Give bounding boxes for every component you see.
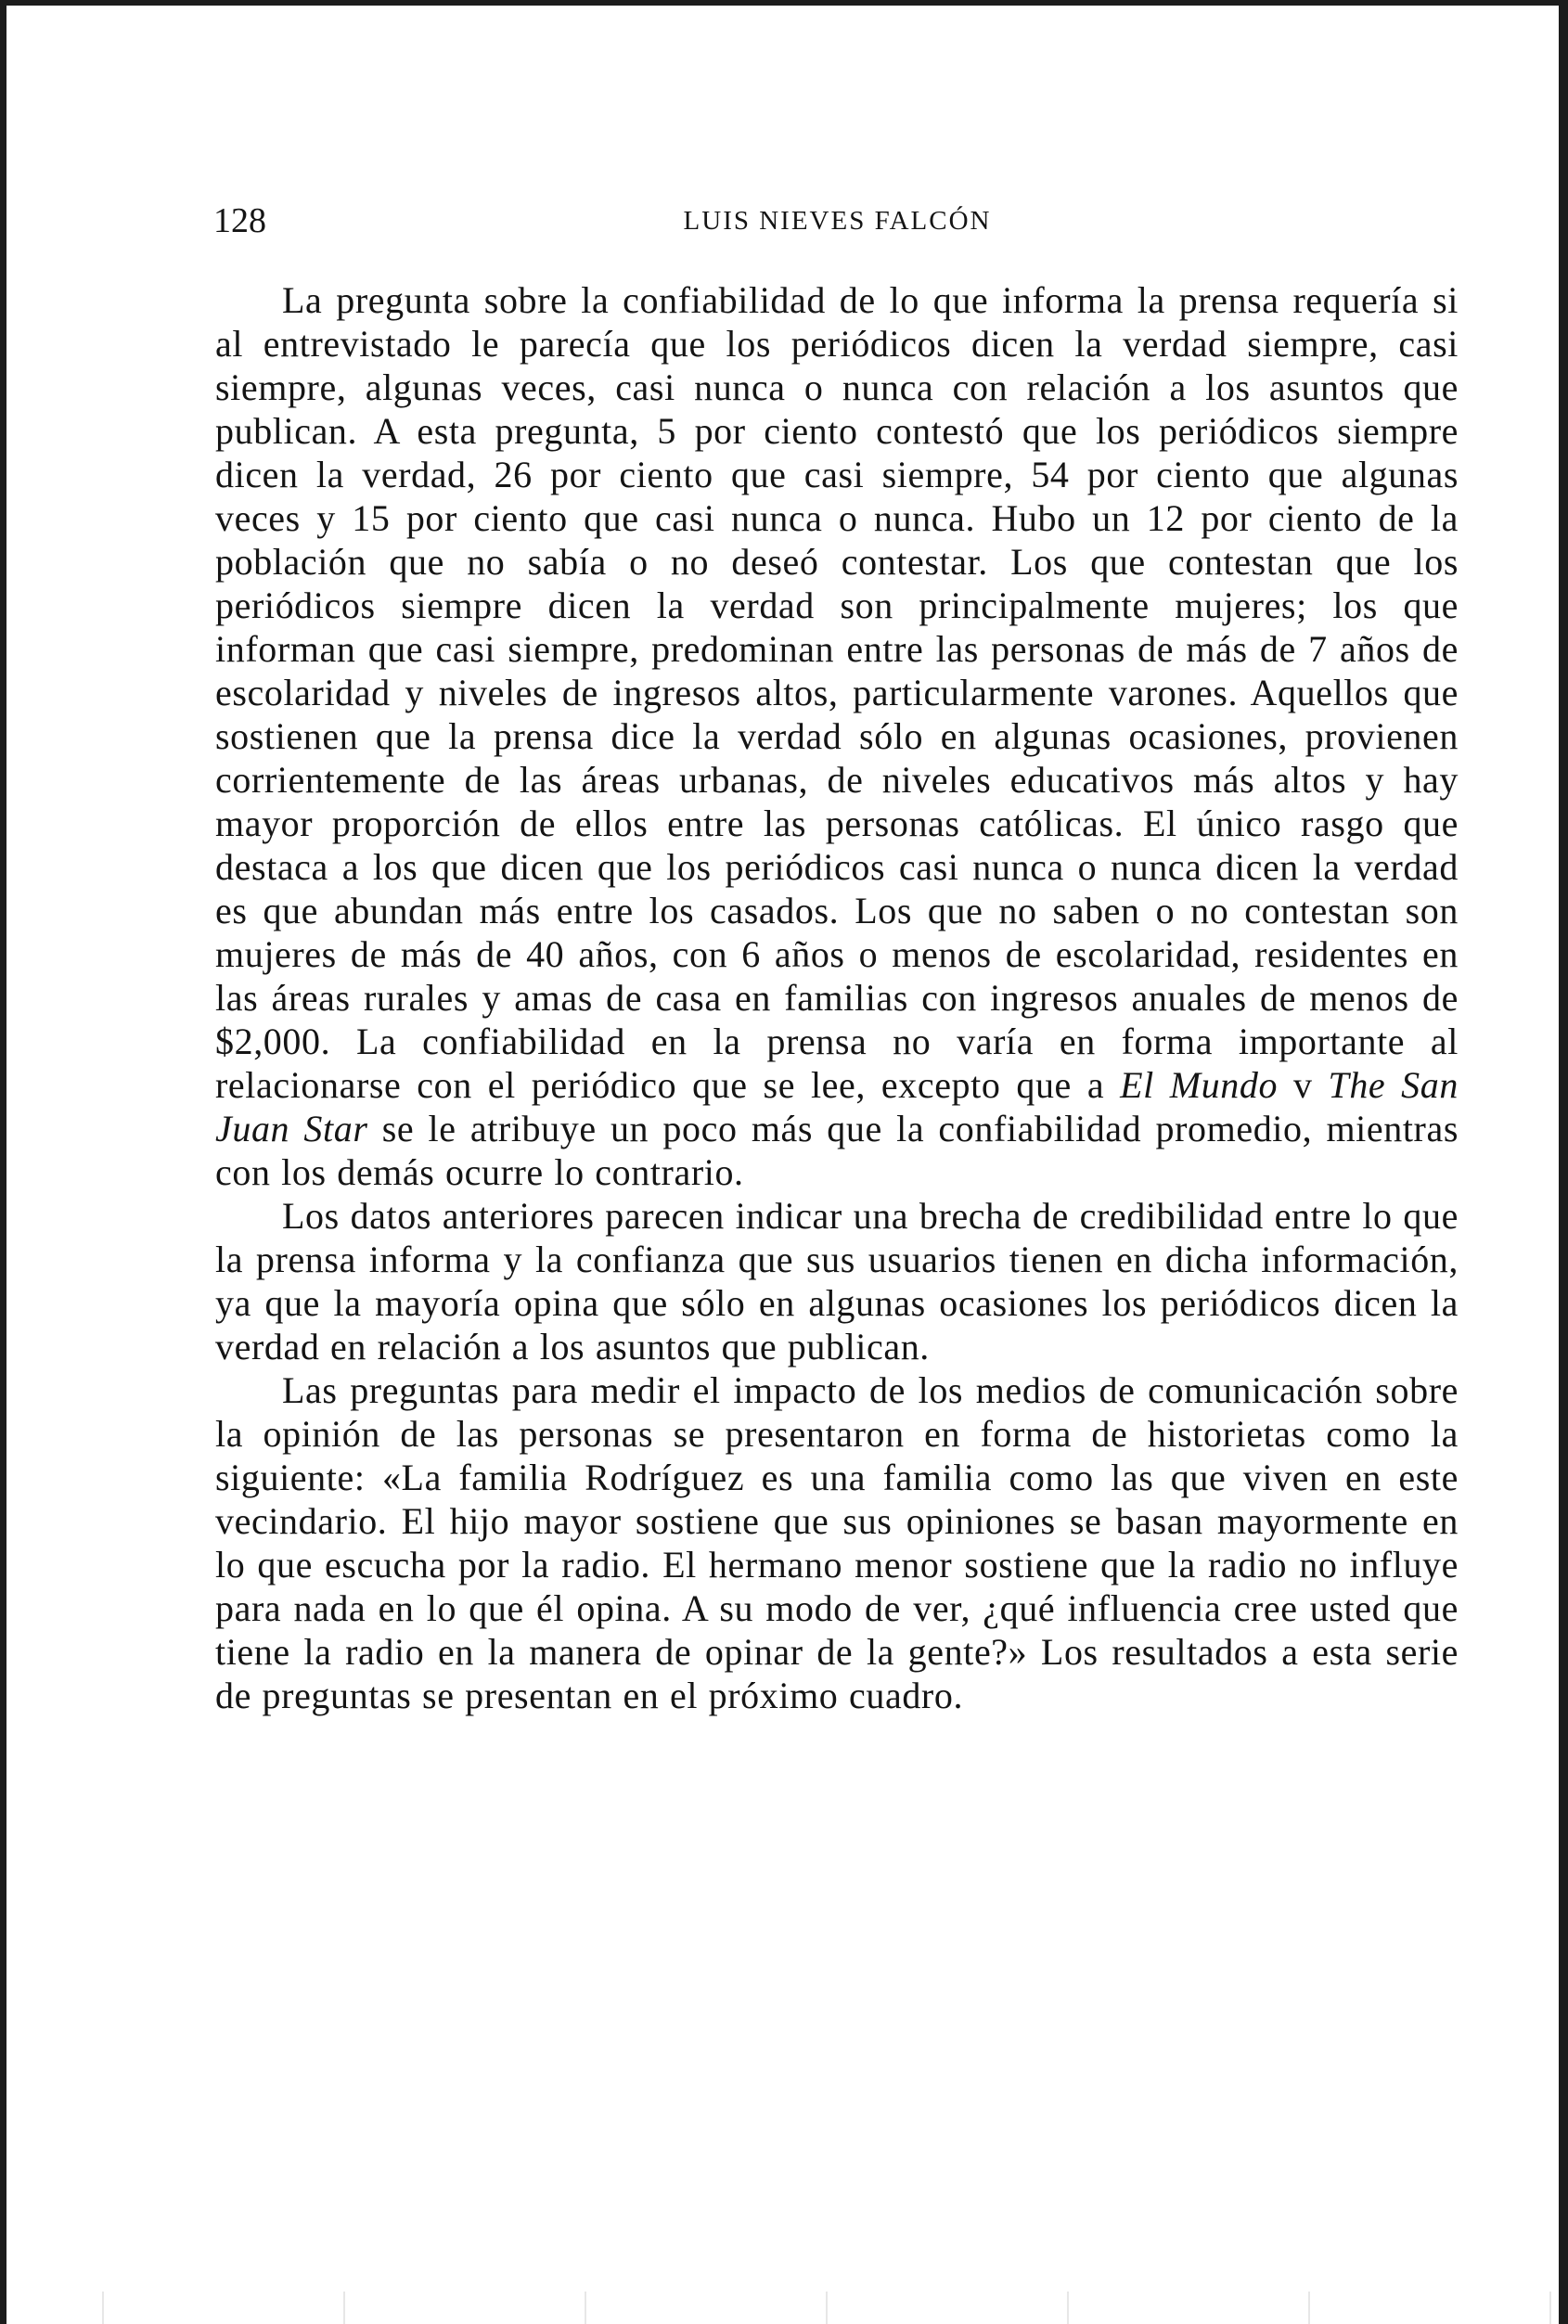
newspaper-title-el-mundo: El Mundo [1120,1064,1279,1106]
paragraph-3: Las preguntas para medir el impacto de los medios de comunicación sobre la opinión de las personas se presentaron en forma de historietas como la siguiente: «La familia Rodríguez es una familia como las que viven en este vecindario. El hijo mayor sostiene que sus opiniones se basan mayormente en lo que escucha por la radio. El hermano menor sostiene que la radio no influye para nada en lo que él opina. A su modo de ver, ¿qué influencia cree usted que tiene la radio en la manera de opinar de la gente?» Los resultados a esta serie de preguntas se presentan en el próximo cuadro. [215,1369,1459,1716]
paragraph-1-text-a: La pregunta sobre la confiabilidad de lo que informa la prensa requería si al entrevistado le parecía que los periódicos dicen la verdad siempre, casi siempre, algunas veces, casi nunca o nunca con relación a los asuntos que publican. A esta pregunta, 5 por ciento contestó que los periódicos siempre dicen la verdad, 26 por ciento que casi siempre, 54 por ciento que algunas veces y 15 por ciento que casi nunca o nunca. Hubo un 12 por ciento de la población que no sabía o no deseó contestar. Los que contestan que los periódicos siempre dicen la verdad son principalmente mujeres; los que informan que casi siempre, predominan entre las personas de más de 7 años de escolaridad y niveles de ingresos altos, particularmente varones. Aquellos que sostienen que la prensa dice la verdad sólo en algunas ocasiones, provienen corrientemente de las áreas urbanas, de niveles educativos más altos y hay mayor proporción de ellos entre las personas católicas. El único rasgo que destaca a los que dicen que los periódicos casi nunca o nunca dicen la verdad es que abundan más entre los casados. Los que no saben o no contestan son mujeres de más de 40 años, con 6 años o menos de escolaridad, residentes en las áreas rurales y amas de casa en familias con ingresos anuales de menos de $2,000. La confiabilidad en la prensa no varía en forma importante al relacionarse con el periódico que se lee, excepto que a [215,279,1459,1106]
page-number: 128 [213,201,266,240]
body-text [215,278,1459,1717]
scan-border-top [0,0,1568,6]
paragraph-2: Los datos anteriores parecen indicar una brecha de credibilidad entre lo que la prensa informa y la confianza que sus usuarios tienen en dicha información, ya que la mayoría opina que sólo en algunas ocasiones los periódicos dicen la verdad en relación a los asuntos que publican. [215,1195,1459,1367]
paragraph-1-text-c: se le atribuye un poco más que la confiabilidad promedio, mientras con los demás ocurre lo contrario. [215,1108,1459,1193]
paragraph-1-text-b: v [1292,1064,1313,1106]
running-head: LUIS NIEVES FALCÓN [683,206,992,236]
newspaper-title-san-juan-star: The San Juan Star [215,1064,1459,1149]
scan-noise-bottom [0,2292,1568,2324]
scan-border-left [0,0,6,2324]
paragraph-1 [215,278,1459,1194]
scan-border-right [1559,0,1568,2324]
page-header [213,193,1461,249]
